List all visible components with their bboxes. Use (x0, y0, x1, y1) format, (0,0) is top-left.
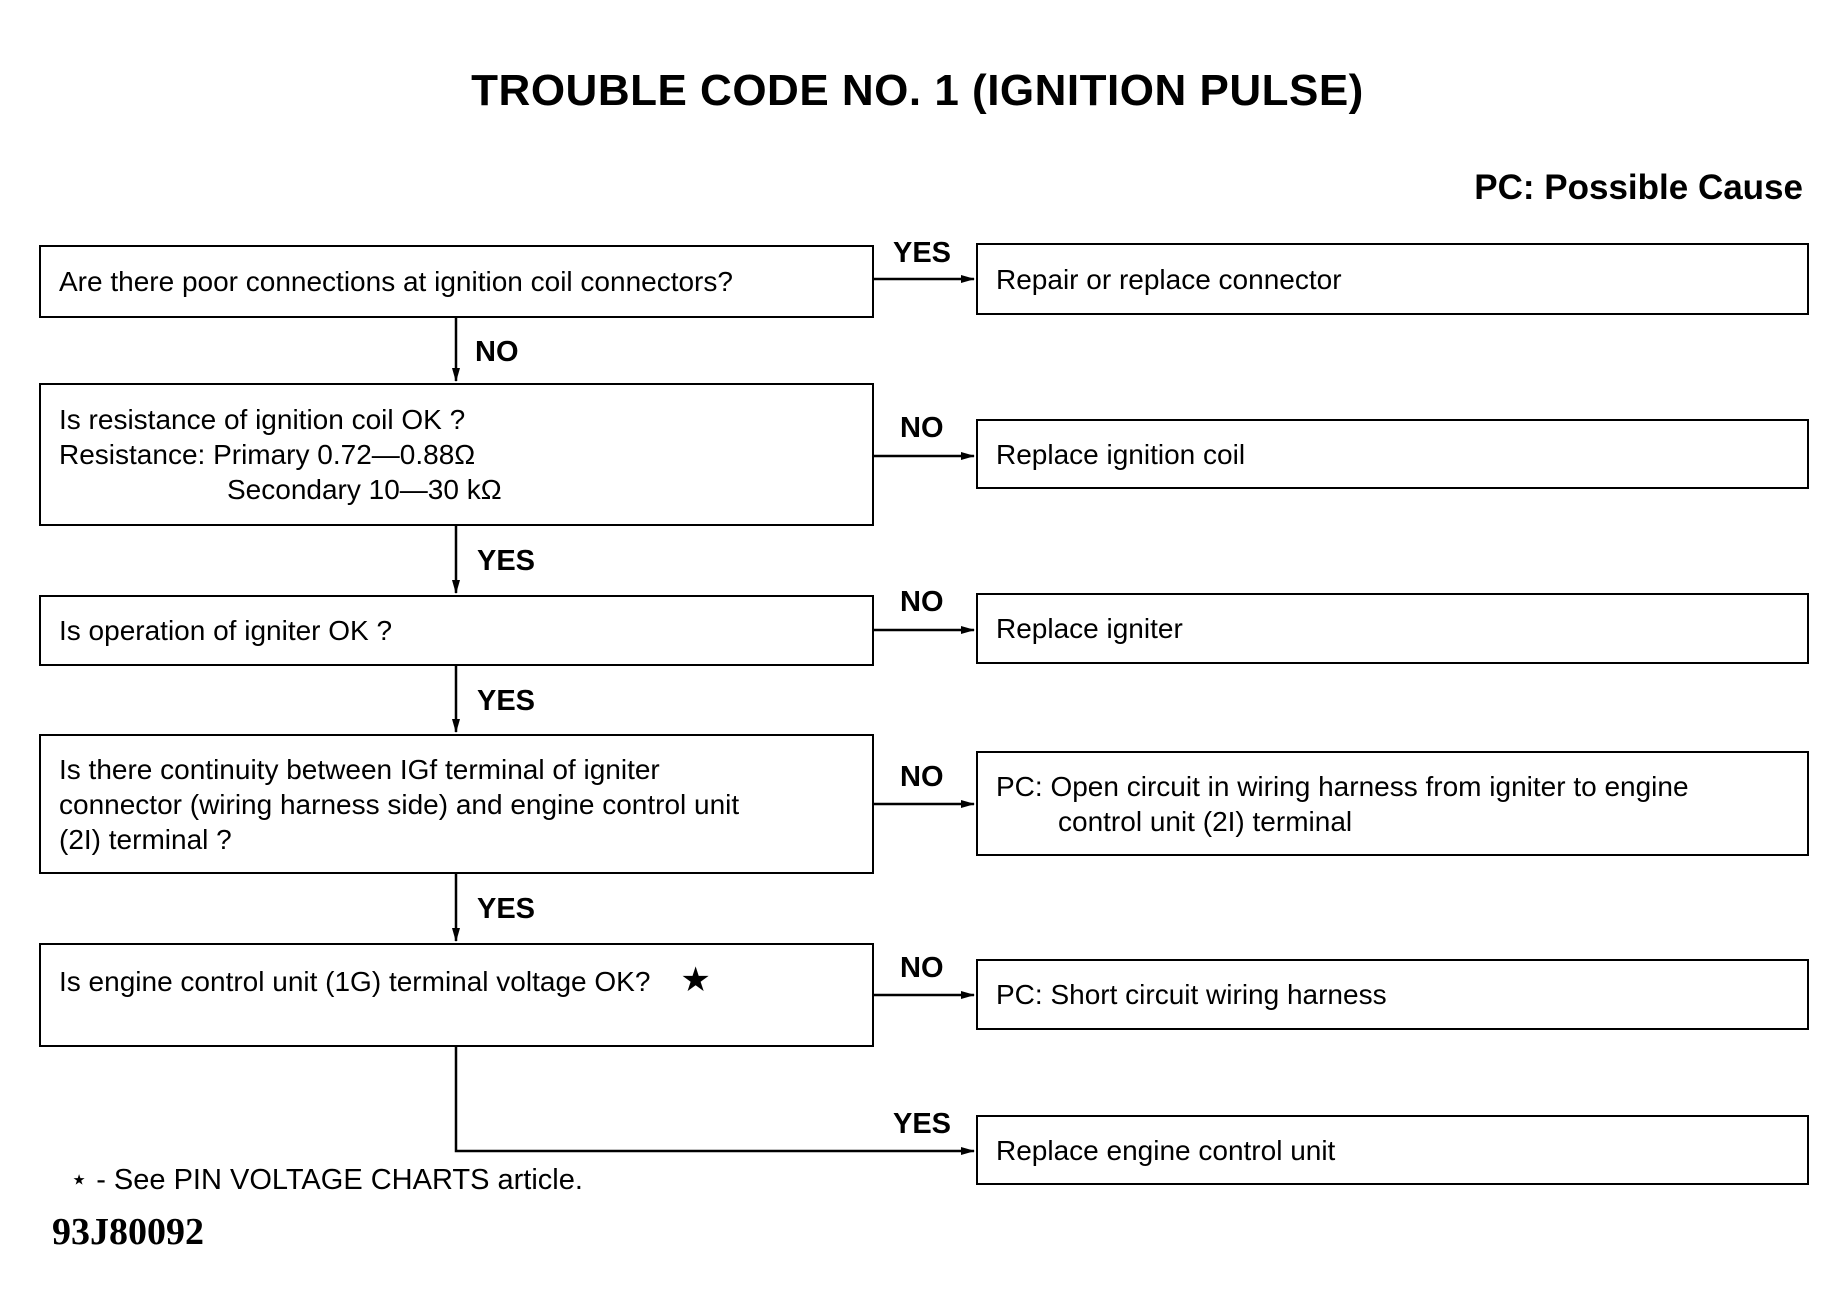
footnote: ⋆ - See PIN VOLTAGE CHARTS article. (70, 1164, 583, 1196)
label-q1-no: NO (475, 336, 519, 368)
label-q4-yes: YES (477, 893, 536, 925)
question-box-5 (39, 943, 874, 1047)
question-box-1 (39, 245, 874, 318)
question-4-line-3: (2I) terminal ? (59, 823, 232, 855)
question-3-line-1: Is operation of igniter OK ? (59, 615, 393, 646)
action-4-line-1: PC: Open circuit in wiring harness from igniter to engine (996, 770, 1689, 802)
label-q1-yes: YES (893, 237, 952, 269)
question-4-line-1: Is there continuity between IGf terminal of igniter (59, 753, 660, 785)
label-q2-no: NO (900, 412, 944, 444)
label-q5-yes: YES (893, 1108, 952, 1140)
action-box-3 (976, 593, 1809, 664)
label-q5-no: NO (900, 952, 944, 984)
label-q3-no: NO (900, 586, 944, 618)
document-id: 93J80092 (52, 1211, 204, 1253)
action-box-4 (976, 751, 1809, 856)
action-1-line-1: Repair or replace connector (996, 263, 1342, 295)
label-q2-yes: YES (477, 545, 536, 577)
action-box-2 (976, 419, 1809, 489)
action-3-line-1: Replace igniter (996, 613, 1183, 644)
action-4-line-2: control unit (2I) terminal (1058, 805, 1353, 837)
action-box-1 (976, 243, 1809, 315)
question-1-line-1: Are there poor connections at ignition coil connectors? (59, 266, 733, 297)
question-box-4 (39, 734, 874, 874)
action-box-6 (976, 1115, 1809, 1185)
question-5-line-1 (59, 963, 854, 999)
question-5-text: Is engine control unit (1G) terminal voltage OK? (59, 966, 651, 997)
star-icon: ★ (680, 961, 711, 999)
action-5-line-1: PC: Short circuit wiring harness (996, 979, 1387, 1010)
question-box-3 (39, 595, 874, 666)
question-4-line-2: connector (wiring harness side) and engine control unit (59, 788, 740, 820)
action-box-5 (976, 959, 1809, 1030)
question-2-line-1: Is resistance of ignition coil OK ? (59, 404, 466, 435)
question-2-line-2: Resistance: Primary 0.72—0.88Ω (59, 439, 476, 470)
label-q3-yes: YES (477, 685, 536, 717)
action-6-line-1: Replace engine control unit (996, 1134, 1336, 1166)
label-q4-no: NO (900, 761, 944, 793)
diagram-title: TROUBLE CODE NO. 1 (IGNITION PULSE) (471, 66, 1364, 115)
legend-possible-cause: PC: Possible Cause (1474, 168, 1803, 207)
question-2-line-3: Secondary 10—30 kΩ (227, 474, 502, 505)
question-box-2 (39, 383, 874, 526)
action-2-line-1: Replace ignition coil (996, 438, 1246, 470)
